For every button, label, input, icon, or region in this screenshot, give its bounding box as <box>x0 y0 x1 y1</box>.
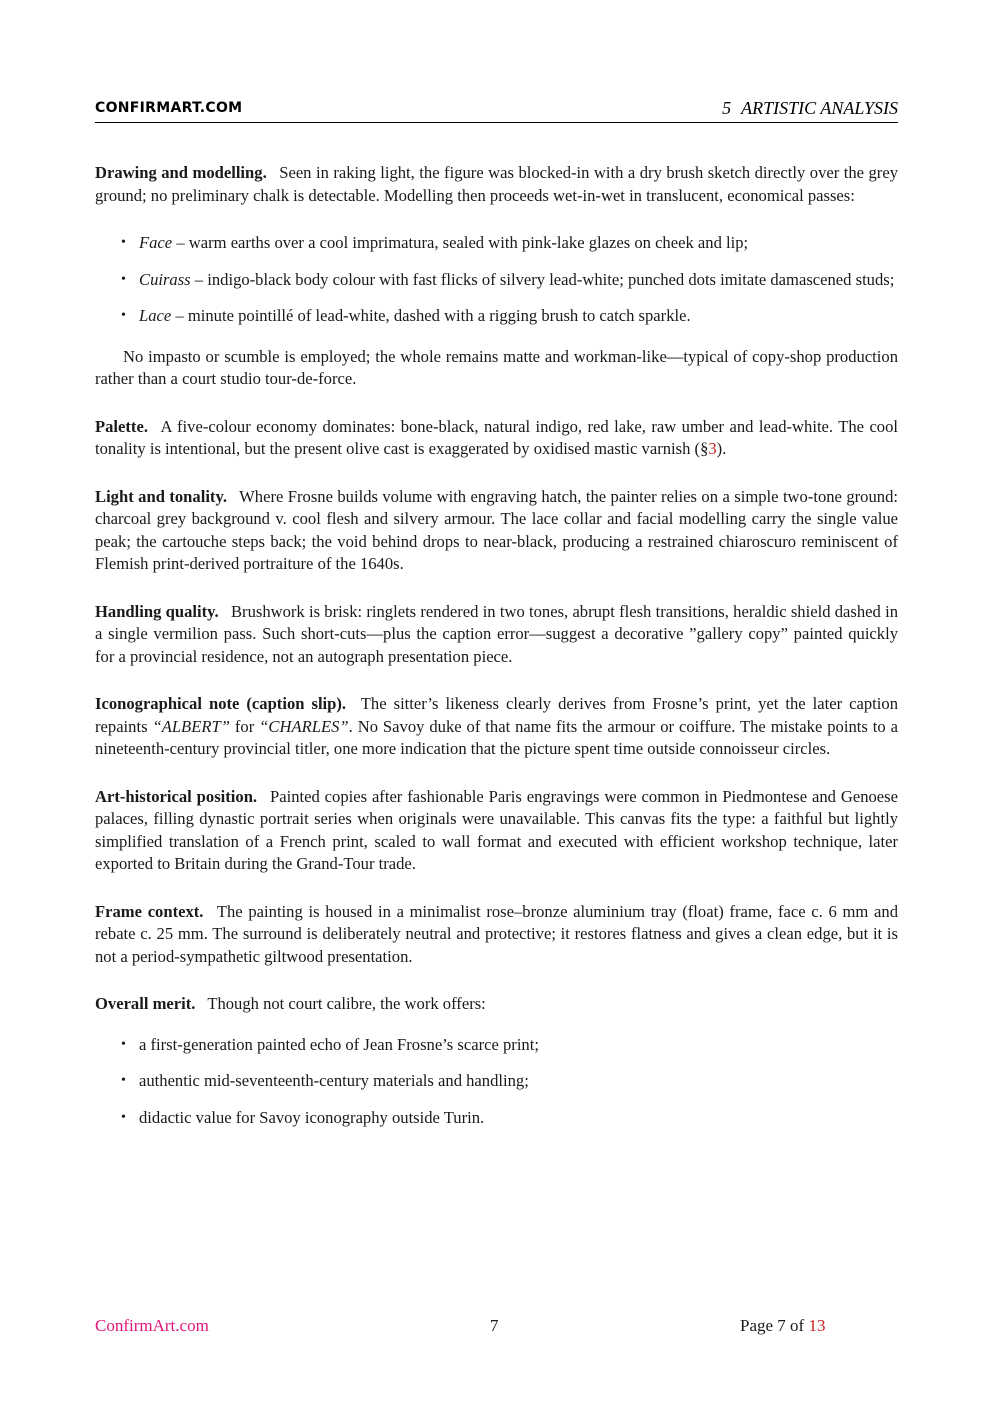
paragraph-palette <box>95 416 898 461</box>
text-drawing: Seen in raking light, the figure was blocked-in with a dry brush sketch directly over the grey ground; no preliminary chalk is detectable. Modelling then proceeds wet-in-wet in translucent, economical passes: <box>95 163 898 205</box>
text-palette-end: ). <box>716 439 727 458</box>
heading-handling: Handling quality. <box>95 601 219 621</box>
section-title-text: ARTISTIC ANALYSIS <box>741 98 898 118</box>
footer-page-prefix: Page 7 of <box>740 1316 809 1335</box>
footer-page-number: 7 <box>490 1316 499 1335</box>
ref-number[interactable]: 3 <box>708 439 717 458</box>
heading-frame: Frame context. <box>95 901 204 921</box>
paragraph-frame <box>95 901 898 969</box>
footer-page-total-link[interactable]: 13 <box>808 1316 826 1335</box>
list-item: • authentic mid-seventeenth-century materials and handling; <box>139 1070 898 1093</box>
list-item <box>139 232 898 255</box>
text-iconography-b: for <box>229 716 260 736</box>
footer-page-count <box>740 1316 825 1336</box>
section-ref-link[interactable] <box>700 439 717 458</box>
main-content <box>95 162 898 1147</box>
list-item <box>139 305 898 328</box>
page-footer <box>95 1316 898 1340</box>
list-item <box>139 269 898 292</box>
list-merits <box>95 1034 898 1130</box>
heading-arthistory: Art-historical position. <box>95 786 258 806</box>
paragraph-drawing <box>95 162 898 207</box>
term-face: Face <box>139 233 173 252</box>
section-number: 5 <box>722 98 732 118</box>
text-merit: Though not court calibre, the work offers: <box>207 994 486 1013</box>
paragraph-iconography <box>95 693 898 761</box>
name-albert: “ALBERT” <box>152 716 230 736</box>
text-palette: A five-colour economy dominates: bone-black, natural indigo, red lake, raw umber and lead-white. The cool tonality is intentional, but the present olive cast is exaggerated by oxidised mastic varnish ( <box>95 416 899 458</box>
paragraph-arthistory <box>95 786 898 876</box>
footer-site-link[interactable]: ConfirmArt.com <box>95 1316 209 1335</box>
paragraph-drawing-continuation: No impasto or scumble is employed; the whole remains matte and workman-like—typical of copy-shop production rather than a court studio tour-de-force. <box>95 346 898 388</box>
list-item-text: – indigo-black body colour with fast flicks of silvery lead-white; punched dots imitate damascened studs; <box>190 269 895 289</box>
site-logo: CONFIRMART.COM <box>95 100 243 116</box>
page-header <box>95 98 898 123</box>
paragraph-handling <box>95 601 898 669</box>
list-item: • didactic value for Savoy iconography outside Turin. <box>139 1107 898 1130</box>
list-drawing-techniques <box>95 232 898 328</box>
term-cuirass: Cuirass <box>139 269 191 289</box>
heading-palette: Palette. <box>95 416 148 436</box>
heading-iconography: Iconographical note (caption slip). <box>95 694 347 713</box>
text-frame: The painting is housed in a minimalist rose–bronze aluminium tray (float) frame, face c. 6 mm and rebate c. 25 mm. The surround is deliberately neutral and protective; it restores flatness and gives a clean edge, but it is not a period-sympathetic giltwood presentation. <box>95 901 899 966</box>
heading-drawing: Drawing and modelling. <box>95 163 267 182</box>
paragraph-merit <box>95 993 898 1016</box>
text-iconography-a: The sitter’s likeness clearly derives from Frosne’s print, yet the later caption repaints <box>95 694 898 736</box>
name-charles: “CHARLES” <box>259 716 349 736</box>
section-title <box>722 98 898 119</box>
paragraph-light <box>95 486 898 576</box>
list-item: • a first-generation painted echo of Jean Frosne’s scarce print; <box>139 1034 898 1057</box>
heading-merit: Overall merit. <box>95 994 196 1013</box>
text-arthistory: Painted copies after fashionable Paris engravings were common in Piedmontese and Genoese palaces, filling dynastic portrait series when originals were unavailable. This canvas fits the type: a faithful but lightly simplified translation of a French print, scaled to wall format and executed with efficient workshop technique, later exported to Britain during the Grand-Tour trade. <box>95 786 898 873</box>
heading-light: Light and tonality. <box>95 486 227 506</box>
text-handling: Brushwork is brisk: ringlets rendered in two tones, abrupt flesh transitions, heraldic shield dashed in a single vermilion pass. Such short-cuts—plus the caption error—suggest a decorative ”gallery copy” painted quickly for a provincial residence, not an autograph presentation piece. <box>95 601 898 666</box>
text-light: Where Frosne builds volume with engraving hatch, the painter relies on a simple two-tone ground: charcoal grey background v. cool flesh and silvery armour. The lace collar and facial modelling carry the single value peak; the cartouche steps back; the void behind drops to near-black, producing a restrained chiaroscuro reminiscent of Flemish print-derived portraiture of the 1640s. <box>95 486 898 573</box>
list-item-text: – warm earths over a cool imprimatura, sealed with pink-lake glazes on cheek and lip; <box>172 233 749 252</box>
term-lace: Lace <box>139 306 172 325</box>
ref-prefix: § <box>700 439 709 458</box>
text-iconography-c: . No Savoy duke of that name fits the armour or coiffure. The mistake points to a nineteenth-century provincial titler, one more indication that the picture spent time outside connoisseur circles. <box>95 716 898 758</box>
list-item-text: – minute pointillé of lead-white, dashed with a rigging brush to catch sparkle. <box>171 306 691 325</box>
